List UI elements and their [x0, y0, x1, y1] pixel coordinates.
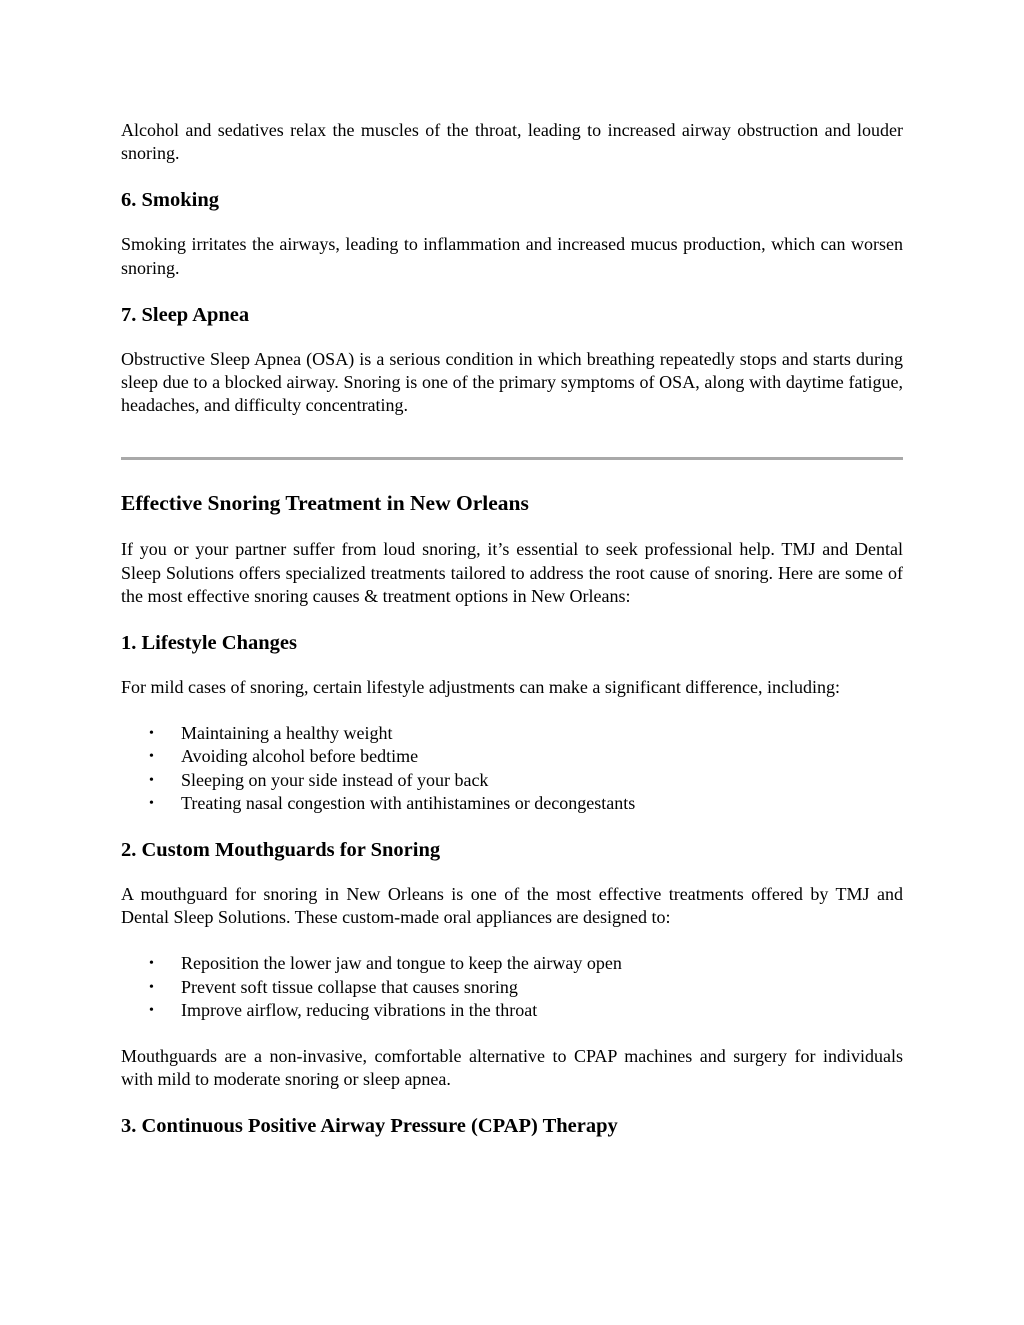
list-item	[121, 999, 903, 1022]
list-item	[121, 722, 903, 745]
document-page	[121, 119, 903, 1139]
smoking-paragraph: Smoking irritates the airways, leading to inflammation and increased mucus production, which can worsen snoring.	[121, 234, 903, 278]
treatment-heading: Effective Snoring Treatment in New Orleans	[121, 491, 529, 516]
sleep-apnea-heading: 7. Sleep Apnea	[121, 303, 250, 326]
treatment-intro-paragraph: If you or your partner suffer from loud snoring, it’s essential to seek professional help. TMJ and Dental Sleep Solutions offers specialized treatments tailored to address the root cause of snoring. Here are some of the most effective snoring causes & treatment options in New Orleans:	[121, 539, 903, 606]
mouthguards-heading: 2. Custom Mouthguards for Snoring	[121, 839, 441, 862]
bullet-icon: •	[149, 979, 154, 995]
mouthguards-closing-paragraph: Mouthguards are a non-invasive, comfortable alternative to CPAP machines and surgery for individuals with mild to moderate snoring or sleep apnea.	[121, 1046, 903, 1090]
cpap-heading: 3. Continuous Positive Airway Pressure (CPAP) Therapy	[121, 1115, 618, 1138]
horizontal-divider	[121, 457, 903, 460]
list-item-text: Reposition the lower jaw and tongue to keep the airway open	[181, 953, 622, 974]
bullet-icon: •	[149, 956, 154, 972]
list-item-text: Treating nasal congestion with antihistamines or decongestants	[181, 792, 636, 813]
bullet-icon: •	[149, 726, 154, 742]
list-item	[121, 976, 903, 999]
list-item-text: Prevent soft tissue collapse that causes snoring	[181, 976, 518, 997]
list-item-text: Avoiding alcohol before bedtime	[181, 746, 419, 767]
lifestyle-heading: 1. Lifestyle Changes	[121, 632, 297, 655]
lifestyle-list	[121, 722, 903, 815]
list-item	[121, 792, 903, 815]
alcohol-paragraph: Alcohol and sedatives relax the muscles of the throat, leading to increased airway obstruction and louder snoring.	[121, 120, 903, 164]
bullet-icon: •	[149, 749, 154, 765]
bullet-icon: •	[149, 795, 154, 811]
list-item	[121, 952, 903, 975]
bullet-icon: •	[149, 772, 154, 788]
list-item-text: Improve airflow, reducing vibrations in the throat	[181, 999, 538, 1020]
mouthguards-list	[121, 952, 903, 1022]
lifestyle-paragraph: For mild cases of snoring, certain lifestyle adjustments can make a significant difference, including:	[121, 677, 840, 698]
smoking-heading: 6. Smoking	[121, 189, 219, 212]
bullet-icon: •	[149, 1002, 154, 1018]
list-item-text: Maintaining a healthy weight	[181, 723, 393, 744]
list-item-text: Sleeping on your side instead of your back	[181, 769, 489, 790]
sleep-apnea-paragraph: Obstructive Sleep Apnea (OSA) is a serious condition in which breathing repeatedly stops and starts during sleep due to a blocked airway. Snoring is one of the primary symptoms of OSA, along with daytime fatigue, headaches, and difficulty concentrating.	[121, 348, 903, 416]
list-item	[121, 745, 903, 768]
mouthguards-paragraph: A mouthguard for snoring in New Orleans is one of the most effective treatments offered by TMJ and Dental Sleep Solutions. These custom-made oral appliances are designed to:	[121, 884, 903, 928]
list-item	[121, 769, 903, 792]
